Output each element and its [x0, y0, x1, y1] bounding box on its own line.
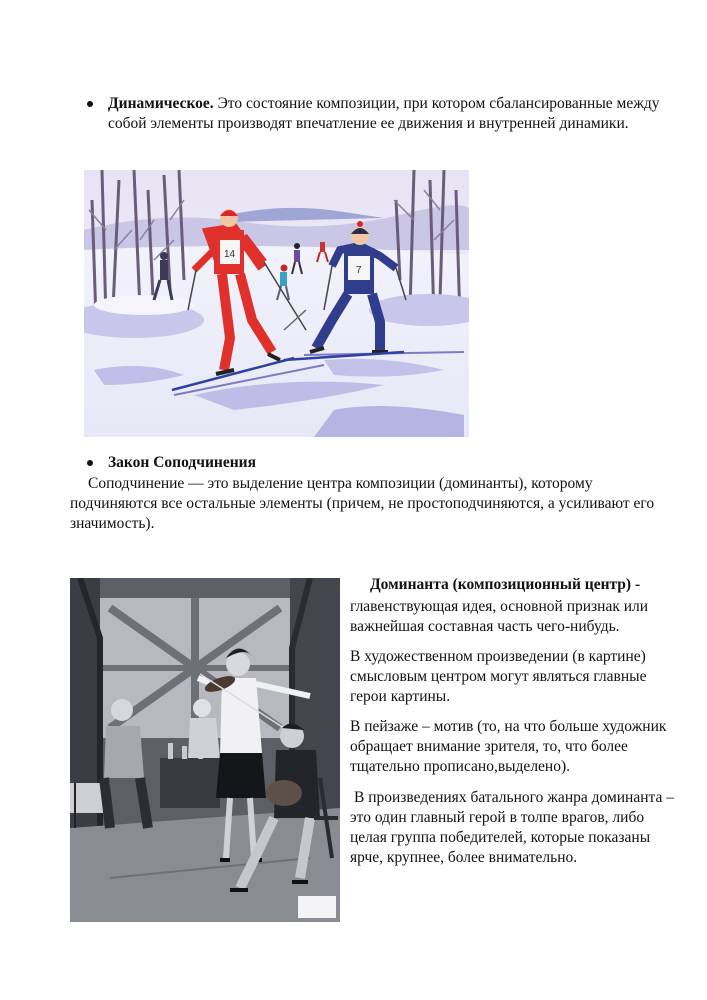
dominant-paragraph-4: В произведениях батального жанра доминанта – это один главный герой в толпе врагов, либо целая группа победителей, которые показаны ярче, крупнее, более внимательно. — [350, 789, 674, 866]
section-title-dynamic: Динамическое. — [108, 95, 214, 112]
bullet-dynamic-text — [108, 94, 680, 134]
bullet-dot — [87, 460, 93, 466]
bullet-dot — [87, 101, 93, 107]
ski-race-painting — [84, 170, 469, 437]
bib-7: 7 — [356, 265, 362, 276]
dominant-paragraph-1: главенствующая идея, основной признак или важнейшая составная часть чего-нибудь. — [350, 598, 649, 635]
dominant-paragraph-3: В пейзаже – мотив (то, на что больше художник обращает внимание зрителя, то, что более тщательно прописано,выделено). — [350, 718, 667, 775]
violinist-painting — [70, 578, 340, 922]
dominant-paragraph-2: В художественном произведении (в картине) смысловым центром могут являться главные герои картины. — [350, 648, 647, 705]
subordination-text: Соподчинение — это выделение центра композиции (доминанты), которому подчиняются все остальные элементы (причем, не простоподчиняются, а усиливают его значимость). — [70, 475, 655, 532]
dominant-heading: Доминанта (композиционный центр) - — [370, 576, 641, 593]
section-title-subordination: Закон Соподчинения — [108, 454, 256, 471]
bib-14: 14 — [224, 249, 236, 260]
subordination-paragraph — [70, 474, 675, 534]
section-text-dynamic: Это состояние композиции, при котором сбалансированные между собой элементы производят впечатление ее движения и внутренней динамики. — [108, 95, 660, 132]
